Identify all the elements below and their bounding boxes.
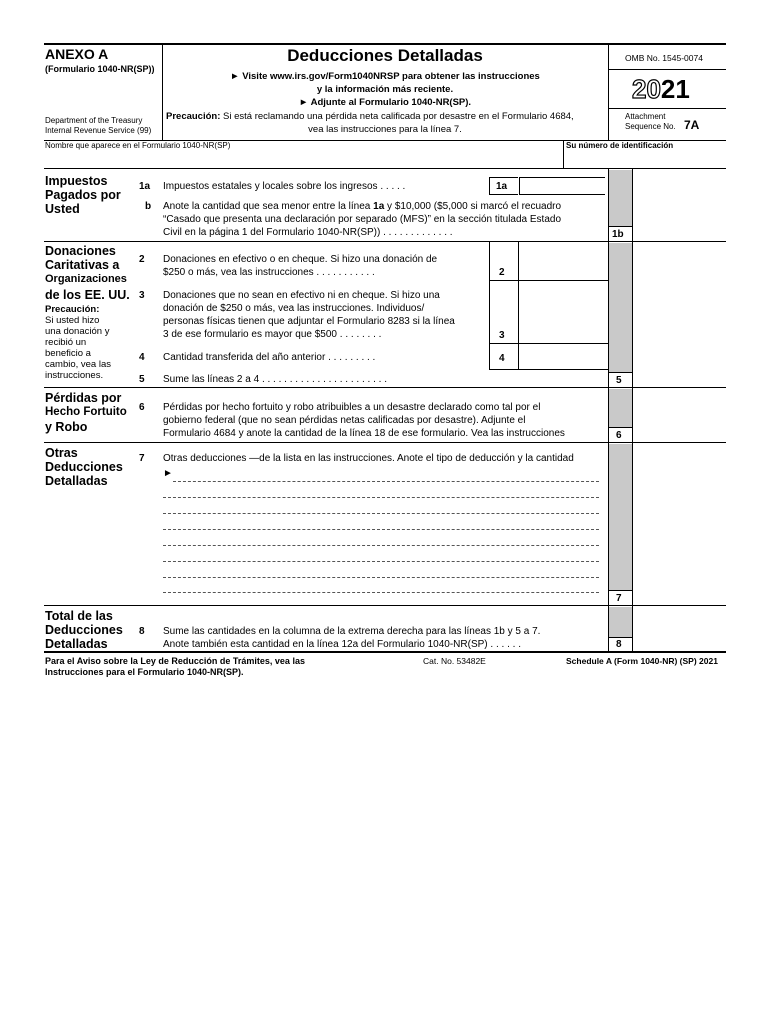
section-donations-title-2: Caritativas a (45, 258, 120, 272)
footer-notice-2: Instrucciones para el Formulario 1040-NR(SP). (45, 667, 244, 677)
line-8-amount[interactable] (634, 637, 728, 652)
line-2-number: 2 (139, 254, 145, 265)
year-prefix: 20 (632, 74, 661, 104)
schedule-id: Schedule A (Form 1040-NR) (SP) 2021 (566, 656, 718, 666)
id-label: Su número de identificación (566, 141, 674, 150)
name-field[interactable] (45, 152, 559, 168)
line-1a-label-box: 1a (489, 177, 518, 195)
form-name: ANEXO A (45, 46, 109, 62)
section-donations-title (45, 244, 119, 272)
section-donations-title-3: Organizaciones (45, 273, 127, 285)
section-other-title-3: Detalladas (45, 474, 108, 488)
line-4-number: 4 (139, 352, 145, 363)
line-6-label: 6 (616, 430, 622, 441)
line-5-number: 5 (139, 374, 145, 385)
line-7-description-input[interactable] (175, 468, 599, 482)
line-5-label: 5 (616, 375, 622, 386)
visit-line-2: y la información más reciente. (316, 84, 454, 95)
caution-line: Si usted hizo (45, 315, 100, 326)
line-8-text-2: Anote también esta cantidad en la línea 12a del Formulario 1040-NR(SP) . . . . . . (163, 639, 521, 650)
shaded-column (608, 607, 632, 637)
line-1b-text-1c: y $10,000 ($5,000 si marcó el recuadro (384, 201, 562, 212)
line-3-text-1: Donaciones que no sean en efectivo ni en cheque. Si hizo una (163, 290, 440, 301)
section-total-title-1: Total de las (45, 609, 113, 623)
dept-line-1: Department of the Treasury (45, 116, 143, 125)
line-7-entry-line (163, 513, 599, 514)
tax-year (632, 74, 690, 104)
line-1b-text-1a: Anote la cantidad que sea menor entre la línea (163, 201, 374, 212)
line-6-text-1: Pérdidas por hecho fortuito y robo atribuibles a un desastre declarado como tal por el (163, 402, 541, 413)
line-7-arrow-icon: ► (163, 468, 173, 479)
section-losses-title-1: Pérdidas por (45, 391, 122, 405)
shaded-column (608, 170, 632, 226)
section-taxes-title (45, 174, 121, 216)
precaution-line-2: vea las instrucciones para la línea 7. (308, 124, 462, 135)
line-3-number: 3 (139, 290, 145, 301)
precaution-label: Precaución: (166, 111, 221, 122)
dept-line-2: Internal Revenue Service (99) (45, 126, 152, 135)
line-2-label: 2 (499, 267, 505, 278)
line-1a-text: Impuestos estatales y locales sobre los ingresos . . . . . (163, 181, 406, 192)
line-7-entry-line (163, 545, 599, 546)
line-7-text: Otras deducciones —de la lista en las instrucciones. Anote el tipo de deducción y la cantidad (163, 453, 574, 464)
section-total-title-2: Deducciones (45, 623, 123, 637)
section-taxes-title-3: Usted (45, 202, 80, 216)
line-4-label: 4 (499, 353, 505, 364)
line-1b-number: b (145, 201, 152, 212)
line-5-amount[interactable] (634, 372, 728, 388)
page-title: Deducciones Detalladas (287, 46, 483, 65)
line-5-text: Sume las líneas 2 a 4 . . . . . . . . . . . . . . . . . . . . . . . (163, 374, 387, 385)
line-7-label: 7 (616, 593, 622, 604)
line-1b-amount[interactable] (634, 226, 728, 242)
line-1b-text-1 (163, 200, 561, 213)
line-7-entry-line (163, 561, 599, 562)
section-losses-title-3: y Robo (45, 420, 88, 434)
attachment-label-2: Sequence No. (625, 122, 676, 131)
line-7-number: 7 (139, 453, 145, 464)
line-3-text-4: 3 de ese formulario es mayor que $500 . . . . . . . . (163, 329, 382, 340)
omb-number: OMB No. 1545-0074 (625, 53, 703, 63)
section-taxes-title-1: Impuestos (45, 174, 108, 188)
line-3-label: 3 (499, 330, 505, 341)
name-label: Nombre que aparece en el Formulario 1040-NR(SP) (45, 141, 231, 150)
caution-line: recibió un (45, 337, 87, 348)
line-3-text-2: donación de $250 o más, vea las instrucciones. Individuos/ (163, 303, 425, 314)
shaded-column (608, 389, 632, 427)
line-3-text-3: personas físicas tienen que adjuntar el Formulario 8283 si la línea (163, 316, 455, 327)
line-8-text-1: Sume las cantidades en la columna de la extrema derecha para las líneas 1b y 5 a 7. (163, 626, 541, 637)
footer-notice-1: Para el Aviso sobre la Ley de Reducción de Trámites, vea las (45, 656, 305, 666)
section-total-title (45, 609, 123, 651)
section-other-title-1: Otras (45, 446, 78, 460)
line-1a-amount[interactable] (519, 177, 605, 195)
precaution-text-1: Si está reclamando una pérdida neta calificada por desastre en el Formulario 4684, (220, 111, 574, 122)
section-other-title-2: Deducciones (45, 460, 123, 474)
shaded-column (608, 243, 632, 372)
line-6-amount[interactable] (634, 427, 728, 443)
form-subtitle: (Formulario 1040-NR(SP)) (45, 64, 155, 74)
donations-caution-label: Precaución: (45, 304, 100, 315)
line-7-entry-line (163, 577, 599, 578)
caution-line: cambio, vea las (45, 359, 112, 370)
line-6-number: 6 (139, 402, 145, 413)
line-4-amount[interactable] (520, 351, 610, 369)
line-1b-text-1b: 1a (373, 201, 385, 212)
caution-line: instrucciones. (45, 370, 104, 381)
section-other-title (45, 446, 123, 488)
donations-caution-text (45, 315, 111, 381)
id-number-field[interactable] (566, 152, 726, 168)
line-1b-text-3: Civil en la página 1 del Formulario 1040-NR(SP)) . . . . . . . . . . . . . (163, 227, 453, 238)
line-2-text-2: $250 o más, vea las instrucciones . . . . . . . . . . . (163, 267, 375, 278)
precaution-line-1 (166, 111, 574, 123)
visit-line-1: ► Visite www.irs.gov/Form1040NRSP para obtener las instrucciones (230, 71, 540, 82)
section-losses-title-2: Hecho Fortuito (45, 406, 127, 418)
line-1b-text-2: “Casado que presenta una declaración por separado (MFS)” en la sección titulada Estado (163, 214, 562, 225)
shaded-column (608, 444, 632, 590)
sequence-number: 7A (684, 118, 700, 132)
line-7-entry-line (163, 592, 599, 593)
line-7-amount[interactable] (634, 590, 728, 606)
line-8-label: 8 (616, 639, 622, 650)
line-8-number: 8 (139, 626, 145, 637)
line-7-entry-line (163, 497, 599, 498)
section-total-title-3: Detalladas (45, 637, 108, 651)
line-6-text-3: Formulario 4684 y anote la cantidad de la línea 18 de ese formulario. Vea las instrucciones (163, 428, 565, 439)
line-7-entry-line (163, 529, 599, 530)
catalog-number: Cat. No. 53482E (423, 656, 486, 666)
line-3-amount[interactable] (520, 326, 610, 344)
section-taxes-title-2: Pagados por (45, 188, 121, 202)
line-2-amount[interactable] (520, 263, 610, 281)
section-donations-title-4: de los EE. UU. (45, 288, 130, 302)
year-suffix: 21 (660, 74, 690, 104)
caution-line: beneficio a (45, 348, 91, 359)
caution-line: una donación y (45, 326, 110, 337)
attachment-label-1: Attachment (625, 112, 666, 121)
attach-line: ► Adjunte al Formulario 1040-NR(SP). (298, 97, 472, 108)
line-4-text: Cantidad transferida del año anterior . . . . . . . . . (163, 352, 376, 363)
line-2-text-1: Donaciones en efectivo o en cheque. Si hizo una donación de (163, 254, 438, 265)
section-donations-title-1: Donaciones (45, 244, 116, 258)
line-6-text-2: gobierno federal (que no sean pérdidas netas calificadas por desastre). Adjunte el (163, 415, 526, 426)
line-1b-label: 1b (612, 229, 624, 240)
line-1a-number: 1a (139, 181, 151, 192)
